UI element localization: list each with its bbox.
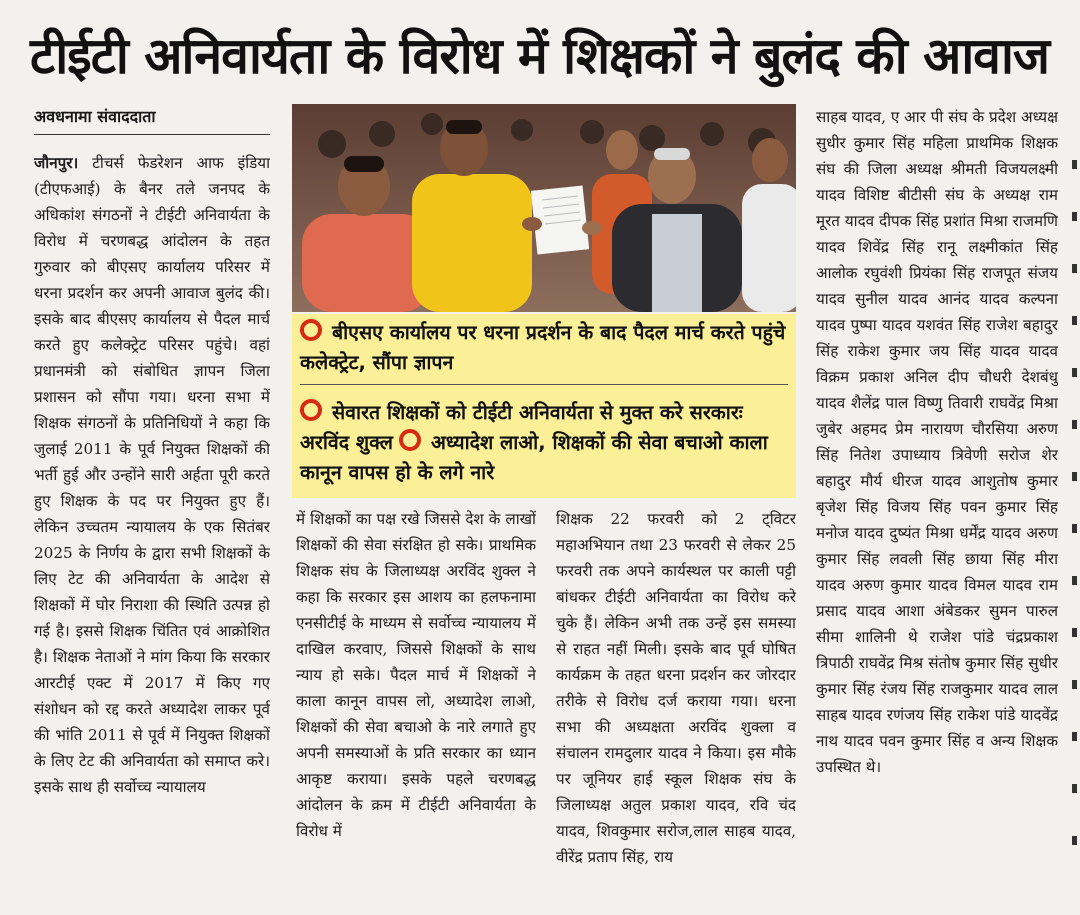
highlight-2b-text: अध्यादेश लाओ, शिक्षकों की सेवा बचाओ काला कानून वापस हो के लगे नारे — [300, 431, 768, 484]
highlight-1-text: बीएसए कार्यालय पर धरना प्रदर्शन के बाद पैदल मार्च करते पहुंचे कलेक्ट्रेट, सौंपा ज्ञापन — [300, 321, 786, 374]
bullet-icon — [300, 319, 322, 341]
edge-mark — [1072, 212, 1077, 221]
column-1-text: टीचर्स फेडरेशन आफ इंडिया (टीएफआई) के बैनर तले जनपद के अधिकांश संगठनों ने टीईटी अनिवार्यता के विरोध में चरणबद्ध आंदोलन के तहत गुरुवार को बीएसए कार्यालय परिसर में धरना प्रदर्शन कर अपनी आवाज बुलंद की। इसके बाद बीएसए कार्यालय से पैदल मार्च करते हुए कलेक्ट्रेट परिसर पहुंचे। वहां प्रधानमंत्री को संबोधित ज्ञापन जिला प्रशासन को सौंपा गया। धरना सभा में शिक्षक संगठनों के प्रतिनिधियों ने कहा कि जुलाई 2011 के पूर्व नियुक्त शिक्षकों की भर्ती हुई और उन्होंने सारी अर्हता पूरी करते हुए शिक्षक के पद पर नियुक्त हुए हैं। लेकिन उच्चतम न्यायालय के एक सितंबर 2025 के निर्णय के द्वारा सभी शिक्षकों के लिए टेट की अनिवार्यता के आदेश से शिक्षकों में घोर निराशा की स्थिति उत्पन्न हो गई है। इससे शिक्षक चिंतित एवं आक्रोशित है। शिक्षक नेताओं ने मांग किया कि सरकार आरटीई एक्ट में 2017 में किए गए संशोधन को रद्द करते अध्यादेश लाकर पूर्व की भांति 2011 से पूर्व में नियुक्त शिक्षकों के लिए टेट की अनिवार्यता को समाप्त करे। इसके साथ ही सर्वोच्च न्यायालय — [34, 154, 270, 796]
article-column-3: शिक्षक 22 फरवरी को 2 ट्विटर महाअभियान तथा 23 फरवरी से लेकर 25 फरवरी तक अपने कार्यस्थल पर काली पट्टी बांधकर टीईटी अनिवार्यता का विरोध करे चुके हैं। लेकिन अभी तक उन्हें इस समस्या से राहत नहीं मिली। इसके बाद पूर्व घोषित कार्यक्रम के तहत धरना प्रदर्शन कर जोरदार तरीके से विरोध दर्ज कराया गया। धरना सभा की अध्यक्षता अरविंद शुक्ला व संचालन रामदुलार यादव ने किया। इस मौके पर जूनियर हाई स्कूल शिक्षक संघ के जिलाध्यक्ष अतुल प्रकाश यादव, रवि चंद यादव, शिवकुमार सरोज,लाल साहब यादव, वीरेंद्र प्रताप सिंह, राय — [556, 510, 796, 866]
edge-mark — [1072, 784, 1077, 793]
article-column-2: में शिक्षकों का पक्ष रखे जिससे देश के लाखों शिक्षकों की सेवा संरक्षित हो सके। प्राथमिक शिक्षक संघ के जिलाध्यक्ष अरविंद शुक्ल ने कहा कि सरकार इस आशय का हलफनामा एनसीटीई के माध्यम से सर्वोच्च न्यायालय में दाखिल करवाए, जिससे शिक्षकों के साथ न्याय हो सके। पैदल मार्च में शिक्षकों ने काला कानून वापस लो, अध्यादेश लाओ, शिक्षकों की सेवा बचाओ के नारे लगाते हुए अपनी समस्याओं के प्रति सरकार का ध्यान आकृष्ट कराया। इसके पहले चरणबद्ध आंदोलन के क्रम में टीईटी अनिवार्यता के विरोध में — [296, 510, 536, 840]
edge-mark — [1072, 420, 1077, 429]
edge-mark — [1072, 472, 1077, 481]
article-column-4: साहब यादव, ए आर पी संघ के प्रदेश अध्यक्ष सुधीर कुमार सिंह महिला प्राथमिक शिक्षक संघ की जिला अध्यक्ष श्रीमती विजयलक्ष्मी यादव विशिष्ट बीटीसी संघ के अध्यक्ष राम मूरत यादव दीपक सिंह प्रशांत मिश्रा राजमणि यादव शिवेंद्र सिंह रानू लक्ष्मीकांत सिंह आलोक रघुवंशी प्रियंका सिंह राजपूत संजय यादव सुनील यादव आनंद यादव कल्पना यादव पुष्पा यादव यशवंत सिंह राजेश बहादुर सिंह राकेश कुमार जय सिंह यादव यादव विक्रम प्रकाश अनिल दीप चौधरी देशबंधु यादव शैलेंद्र पाल विष्णु तिवारी राघवेंद्र मिश्रा जुबेर अहमद प्रेम नारायण चौरसिया अरुण सिंह नितेश उपाध्याय त्रिवेणी सरोज शेर बहादुर मौर्य धीरज यादव आशुतोष कुमार बृजेश सिंह विजय सिंह पवन कुमार सिंह मनोज यादव दुष्यंत मिश्रा धर्मेंद्र यादव अरुण कुमार सिंह लवली सिंह छाया सिंह मीरा यादव अरुण कुमार यादव विमल यादव राम प्रसाद यादव आशा अंबेडकर सुमन पारुल सीमा शालिनी थे राजेश पांडे चंद्रप्रकाश त्रिपाठी राघवेंद्र मिश्र संतोष कुमार सिंह सुधीर कुमार सिंह रंजय सिंह राजकुमार यादव लाल साहब यादव रणंजय सिंह राकेश पांडे यादवेंद्र नाथ यादव पवन कुमार सिंह व अन्य शिक्षक उपस्थित थे। — [816, 108, 1058, 776]
edge-mark — [1072, 732, 1077, 741]
bullet-icon — [399, 429, 421, 451]
highlights-box — [292, 314, 796, 498]
edge-mark — [1072, 576, 1077, 585]
article-column-1 — [34, 150, 270, 912]
photo-illustration — [292, 104, 796, 312]
edge-mark — [1072, 264, 1077, 273]
news-photo — [292, 104, 796, 312]
highlights-divider — [300, 384, 788, 385]
headline: टीईटी अनिवार्यता के विरोध में शिक्षकों ने बुलंद की आवाज — [30, 27, 1050, 85]
highlight-2a-text: सेवारत शिक्षकों को टीईटी अनिवार्यता से मुक्त करे सरकारः अरविंद शुक्ल — [300, 401, 743, 454]
dateline: जौनपुर। — [34, 154, 79, 172]
edge-mark — [1072, 316, 1077, 325]
edge-mark — [1072, 836, 1077, 845]
byline: अवधनामा संवाददाता — [34, 104, 270, 135]
edge-mark — [1072, 368, 1077, 377]
edge-mark — [1072, 160, 1077, 169]
edge-mark — [1072, 524, 1077, 533]
edge-mark — [1072, 680, 1077, 689]
highlight-1 — [300, 318, 794, 378]
bullet-icon — [300, 399, 322, 421]
highlight-2 — [300, 398, 794, 488]
adjacent-column-edge — [1068, 140, 1080, 900]
edge-mark — [1072, 628, 1077, 637]
